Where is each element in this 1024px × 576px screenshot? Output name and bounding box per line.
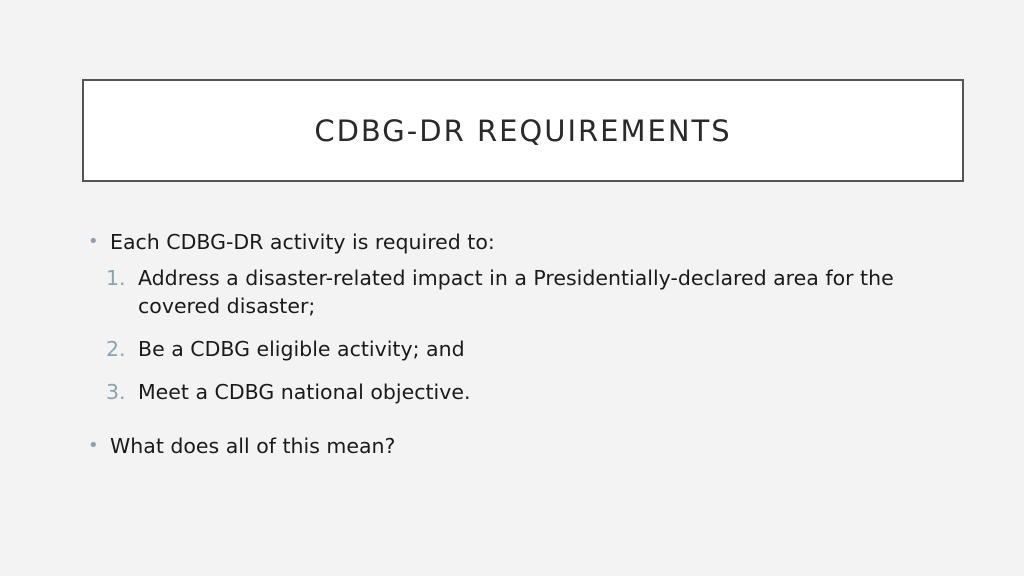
list-item [88, 264, 948, 320]
list-item [88, 335, 948, 363]
bullet-item [88, 432, 948, 460]
list-item-text: Be a CDBG eligible activity; and [138, 337, 465, 361]
slide-title-box [82, 79, 964, 182]
list-number: 3. [106, 380, 126, 404]
bullet-text: What does all of this mean? [110, 434, 396, 458]
numbered-list [88, 264, 948, 406]
bullet-item [88, 228, 948, 256]
list-number: 1. [106, 266, 126, 290]
bullet-marker: • [88, 435, 99, 456]
list-item-text: Address a disaster-related impact in a Presidentially-declared area for the covered disaster; [138, 266, 894, 318]
bullet-text: Each CDBG-DR activity is required to: [110, 230, 495, 254]
list-item-text: Meet a CDBG national objective. [138, 380, 471, 404]
slide-body [88, 228, 948, 460]
list-number: 2. [106, 337, 126, 361]
slide-title: CDBG-DR REQUIREMENTS [314, 113, 732, 148]
list-item [88, 378, 948, 406]
bullet-marker: • [88, 231, 99, 252]
